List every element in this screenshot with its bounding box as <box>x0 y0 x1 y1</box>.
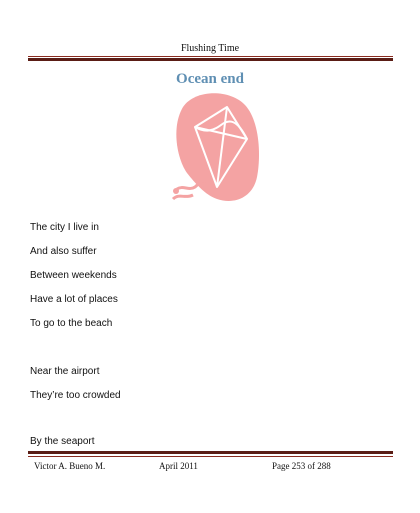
footer-date: April 2011 <box>159 461 198 471</box>
poem-line: Have a lot of places <box>30 294 118 305</box>
kite-icon <box>165 87 265 209</box>
poem-line: Between weekends <box>30 270 117 281</box>
poem-title: Ocean end <box>176 71 244 87</box>
poem-line: Near the airport <box>30 366 100 377</box>
footer-rule-thick <box>28 451 393 454</box>
poem-line: They’re too crowded <box>30 390 121 401</box>
header-rule-thin <box>28 56 393 57</box>
footer-page-number: Page 253 of 288 <box>272 461 331 471</box>
poem-line: The city I live in <box>30 222 99 233</box>
header-rule-thick <box>28 58 393 61</box>
poem-line: To go to the beach <box>30 318 113 329</box>
footer-author: Victor A. Bueno M. <box>34 461 106 471</box>
poem-line: And also suffer <box>30 246 97 257</box>
poem-line: By the seaport <box>30 436 95 447</box>
footer-rule-thin <box>28 456 393 457</box>
header-title: Flushing Time <box>180 43 240 54</box>
